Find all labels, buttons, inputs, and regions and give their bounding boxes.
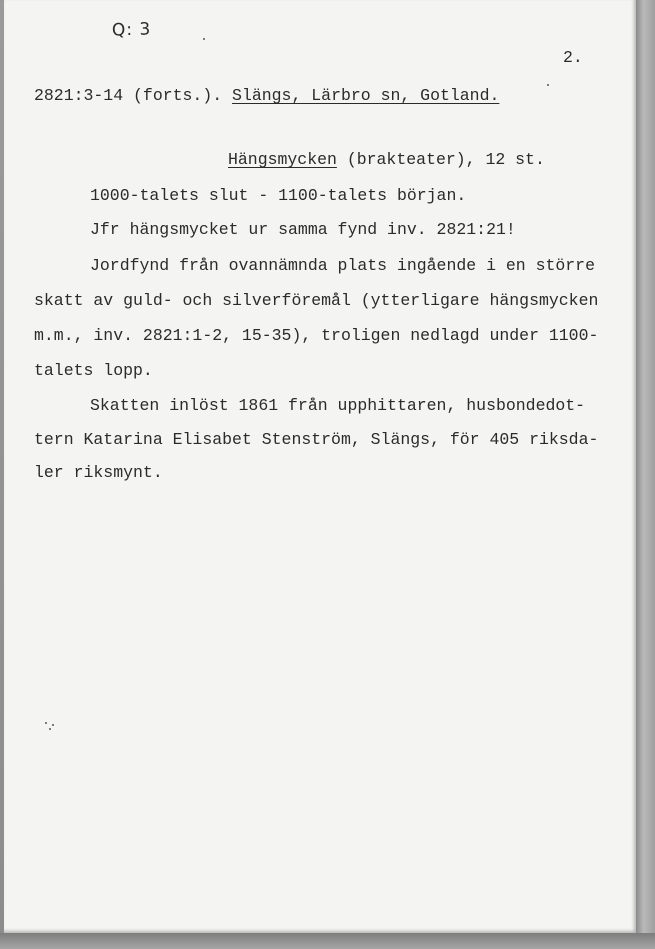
scan-speck — [45, 722, 47, 724]
text-line: ler riksmynt. — [34, 463, 163, 482]
scan-speck — [547, 84, 549, 86]
catalog-header — [34, 86, 499, 106]
scan-speck — [52, 724, 54, 726]
inventory-number: 2821:3-14 (forts.). — [34, 86, 223, 105]
scan-edge-bottom — [0, 933, 655, 949]
page-number: 2. — [563, 48, 583, 67]
text-line: tern Katarina Elisabet Stenström, Slängs, för 405 riksda- — [34, 430, 599, 449]
object-name: Hängsmycken — [228, 150, 337, 169]
scan-speck — [203, 38, 205, 40]
scan-speck — [49, 728, 51, 730]
object-detail: (brakteater), 12 st. — [336, 150, 545, 169]
text-line: Skatten inlöst 1861 från upphittaren, husbondedot- — [90, 396, 586, 415]
handwritten-note: Q: 3 — [111, 19, 152, 41]
text-line: Jordfynd från ovannämnda plats ingående i en större — [90, 256, 595, 275]
text-line: skatt av guld- och silverföremål (ytterligare hängsmycken — [34, 291, 599, 310]
text-line: 1000-talets slut - 1100-talets början. — [90, 186, 467, 205]
text-line: Jfr hängsmycket ur samma fynd inv. 2821:21! — [90, 220, 516, 239]
find-location: Slängs, Lärbro sn, Gotland. — [232, 86, 500, 105]
object-title — [228, 150, 545, 170]
scan-edge-right — [636, 0, 655, 949]
text-line: m.m., inv. 2821:1-2, 15-35), troligen nedlagd under 1100- — [34, 326, 599, 345]
text-line: talets lopp. — [34, 361, 153, 380]
